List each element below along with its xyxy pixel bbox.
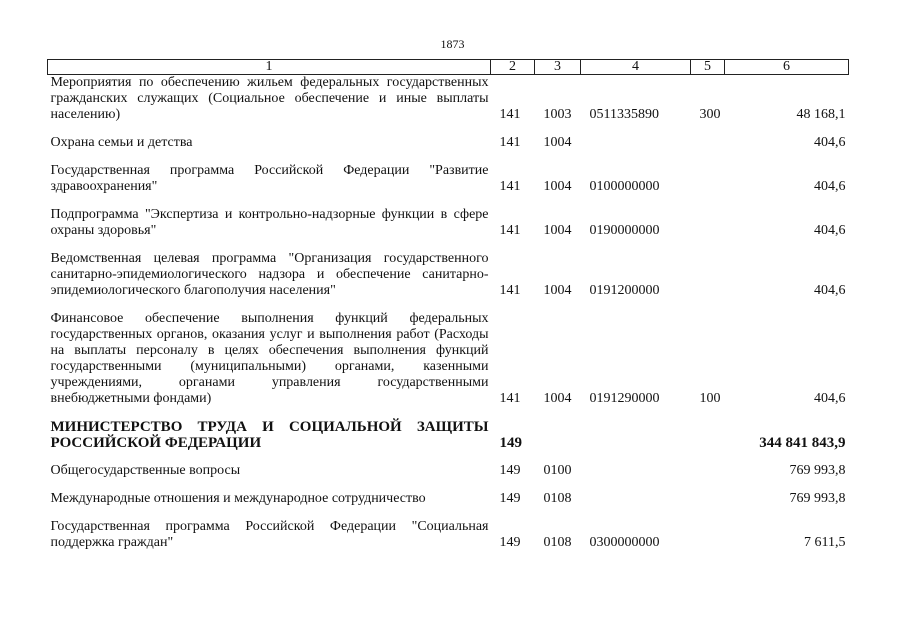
header-col-6: 6 [725, 60, 849, 75]
row-section-code-cell: 1004 [543, 283, 572, 298]
row-name-cell: Финансовое обеспечение выполнения функций федеральных государственных органов, оказания услуг и выполнения работ (Расходы на выплаты персоналу в целях обеспечения выполнения функций государственными (муниципальными) органами, казенными учреждениями, органами управления государственными внебюджетными фондами) [50, 311, 489, 406]
row-expense-type-cell: 300 [699, 107, 721, 122]
row-expense-type-cell [691, 251, 725, 299]
table-row [48, 311, 849, 407]
row-spacer [48, 239, 849, 251]
header-col-4: 4 [581, 60, 691, 75]
page-number: 1873 [440, 37, 465, 51]
row-spacer [48, 123, 849, 135]
row-expense-type-cell [691, 491, 725, 507]
spacer-cell [48, 407, 849, 419]
row-name-cell: Охрана семьи и детства [50, 135, 193, 150]
table-row [48, 463, 849, 479]
row-section-code-cell: 1003 [543, 107, 572, 122]
spacer-cell [48, 123, 849, 135]
table-row [48, 251, 849, 299]
row-target-code-cell: 0511335890 [589, 107, 659, 122]
row-name-cell: Международные отношения и международное сотрудничество [50, 491, 426, 506]
row-admin-code-cell: 141 [499, 107, 521, 122]
row-amount-cell: 7 611,5 [804, 535, 846, 550]
row-admin-code-cell: 141 [499, 391, 521, 406]
row-spacer [48, 451, 849, 463]
row-expense-type-cell [691, 163, 725, 195]
spacer-cell [48, 451, 849, 463]
row-section-code-cell: 1004 [543, 179, 572, 194]
row-target-code-cell: 0100000000 [589, 179, 660, 194]
row-spacer [48, 507, 849, 519]
row-expense-type-cell [691, 419, 725, 451]
row-name-cell: Государственная программа Российской Федерации "Социальная поддержка граждан" [50, 519, 489, 550]
row-admin-code-cell: 141 [499, 223, 521, 238]
budget-table [47, 59, 849, 551]
spacer-cell [48, 195, 849, 207]
row-target-code-cell [581, 135, 691, 151]
row-expense-type-cell: 100 [699, 391, 721, 406]
header-col-2: 2 [491, 60, 535, 75]
spacer-cell [48, 239, 849, 251]
header-col-5: 5 [691, 60, 725, 75]
row-section-code-cell: 0100 [543, 463, 572, 478]
row-target-code-cell: 0191200000 [589, 283, 660, 298]
row-target-code-cell: 0300000000 [589, 535, 660, 550]
row-admin-code-cell: 149 [499, 463, 521, 478]
row-name-cell: Подпрограмма "Экспертиза и контрольно-надзорные функции в сфере охраны здоровья" [50, 207, 489, 238]
row-name-cell: Государственная программа Российской Федерации "Развитие здравоохранения" [50, 163, 489, 194]
row-admin-code-cell: 149 [499, 491, 521, 506]
row-amount-cell: 404,6 [814, 179, 846, 194]
row-section-code-cell: 1004 [543, 135, 572, 150]
row-name-cell: Общегосударственные вопросы [50, 463, 241, 478]
spacer-cell [48, 151, 849, 163]
row-admin-code-cell: 149 [499, 535, 521, 550]
table-row [48, 163, 849, 195]
table-row [48, 207, 849, 239]
row-target-code-cell [581, 463, 691, 479]
row-spacer [48, 195, 849, 207]
row-name-cell: Ведомственная целевая программа "Организация государственного санитарно-эпидемиологического надзора и обеспечение санитарно-эпидемиологического благополучия населения" [50, 251, 489, 298]
row-spacer [48, 151, 849, 163]
row-target-code-cell: 0190000000 [589, 223, 660, 238]
table-row [48, 75, 849, 124]
row-amount-cell: 404,6 [814, 283, 846, 298]
row-expense-type-cell [691, 135, 725, 151]
row-amount-cell: 769 993,8 [789, 463, 846, 478]
spacer-cell [48, 299, 849, 311]
spacer-cell [48, 507, 849, 519]
row-amount-cell: 404,6 [814, 391, 846, 406]
row-name-cell: Мероприятия по обеспечению жильем федеральных государственных гражданских служащих (Социальное обеспечение и иные выплаты населению) [50, 75, 489, 122]
row-admin-code-cell: 141 [499, 179, 521, 194]
header-col-1: 1 [48, 60, 491, 75]
row-section-code-cell: 0108 [543, 491, 572, 506]
table-row [48, 419, 849, 451]
row-amount-cell: 48 168,1 [796, 107, 846, 122]
row-amount-cell: 769 993,8 [789, 491, 846, 506]
row-name-cell: МИНИСТЕРСТВО ТРУДА И СОЦИАЛЬНОЙ ЗАЩИТЫ РОССИЙСКОЙ ФЕДЕРАЦИИ [50, 419, 489, 451]
table-row [48, 491, 849, 507]
row-spacer [48, 479, 849, 491]
row-target-code-cell [581, 419, 691, 451]
row-admin-code-cell: 149 [499, 435, 522, 451]
row-section-code-cell: 0108 [543, 535, 572, 550]
header-col-3: 3 [535, 60, 581, 75]
row-amount-cell: 344 841 843,9 [759, 435, 846, 451]
table-row [48, 519, 849, 551]
row-expense-type-cell [691, 519, 725, 551]
row-admin-code-cell: 141 [499, 135, 521, 150]
row-section-code-cell [535, 419, 581, 451]
row-target-code-cell [581, 491, 691, 507]
row-spacer [48, 407, 849, 419]
table-body [48, 75, 849, 552]
row-amount-cell: 404,6 [814, 223, 846, 238]
spacer-cell [48, 479, 849, 491]
row-section-code-cell: 1004 [543, 223, 572, 238]
table-row [48, 135, 849, 151]
row-spacer [48, 299, 849, 311]
table-header [48, 60, 849, 75]
row-section-code-cell: 1004 [543, 391, 572, 406]
row-target-code-cell: 0191290000 [589, 391, 660, 406]
row-admin-code-cell: 141 [499, 283, 521, 298]
row-expense-type-cell [691, 207, 725, 239]
row-expense-type-cell [691, 463, 725, 479]
header-row [48, 60, 849, 75]
row-amount-cell: 404,6 [814, 135, 846, 150]
